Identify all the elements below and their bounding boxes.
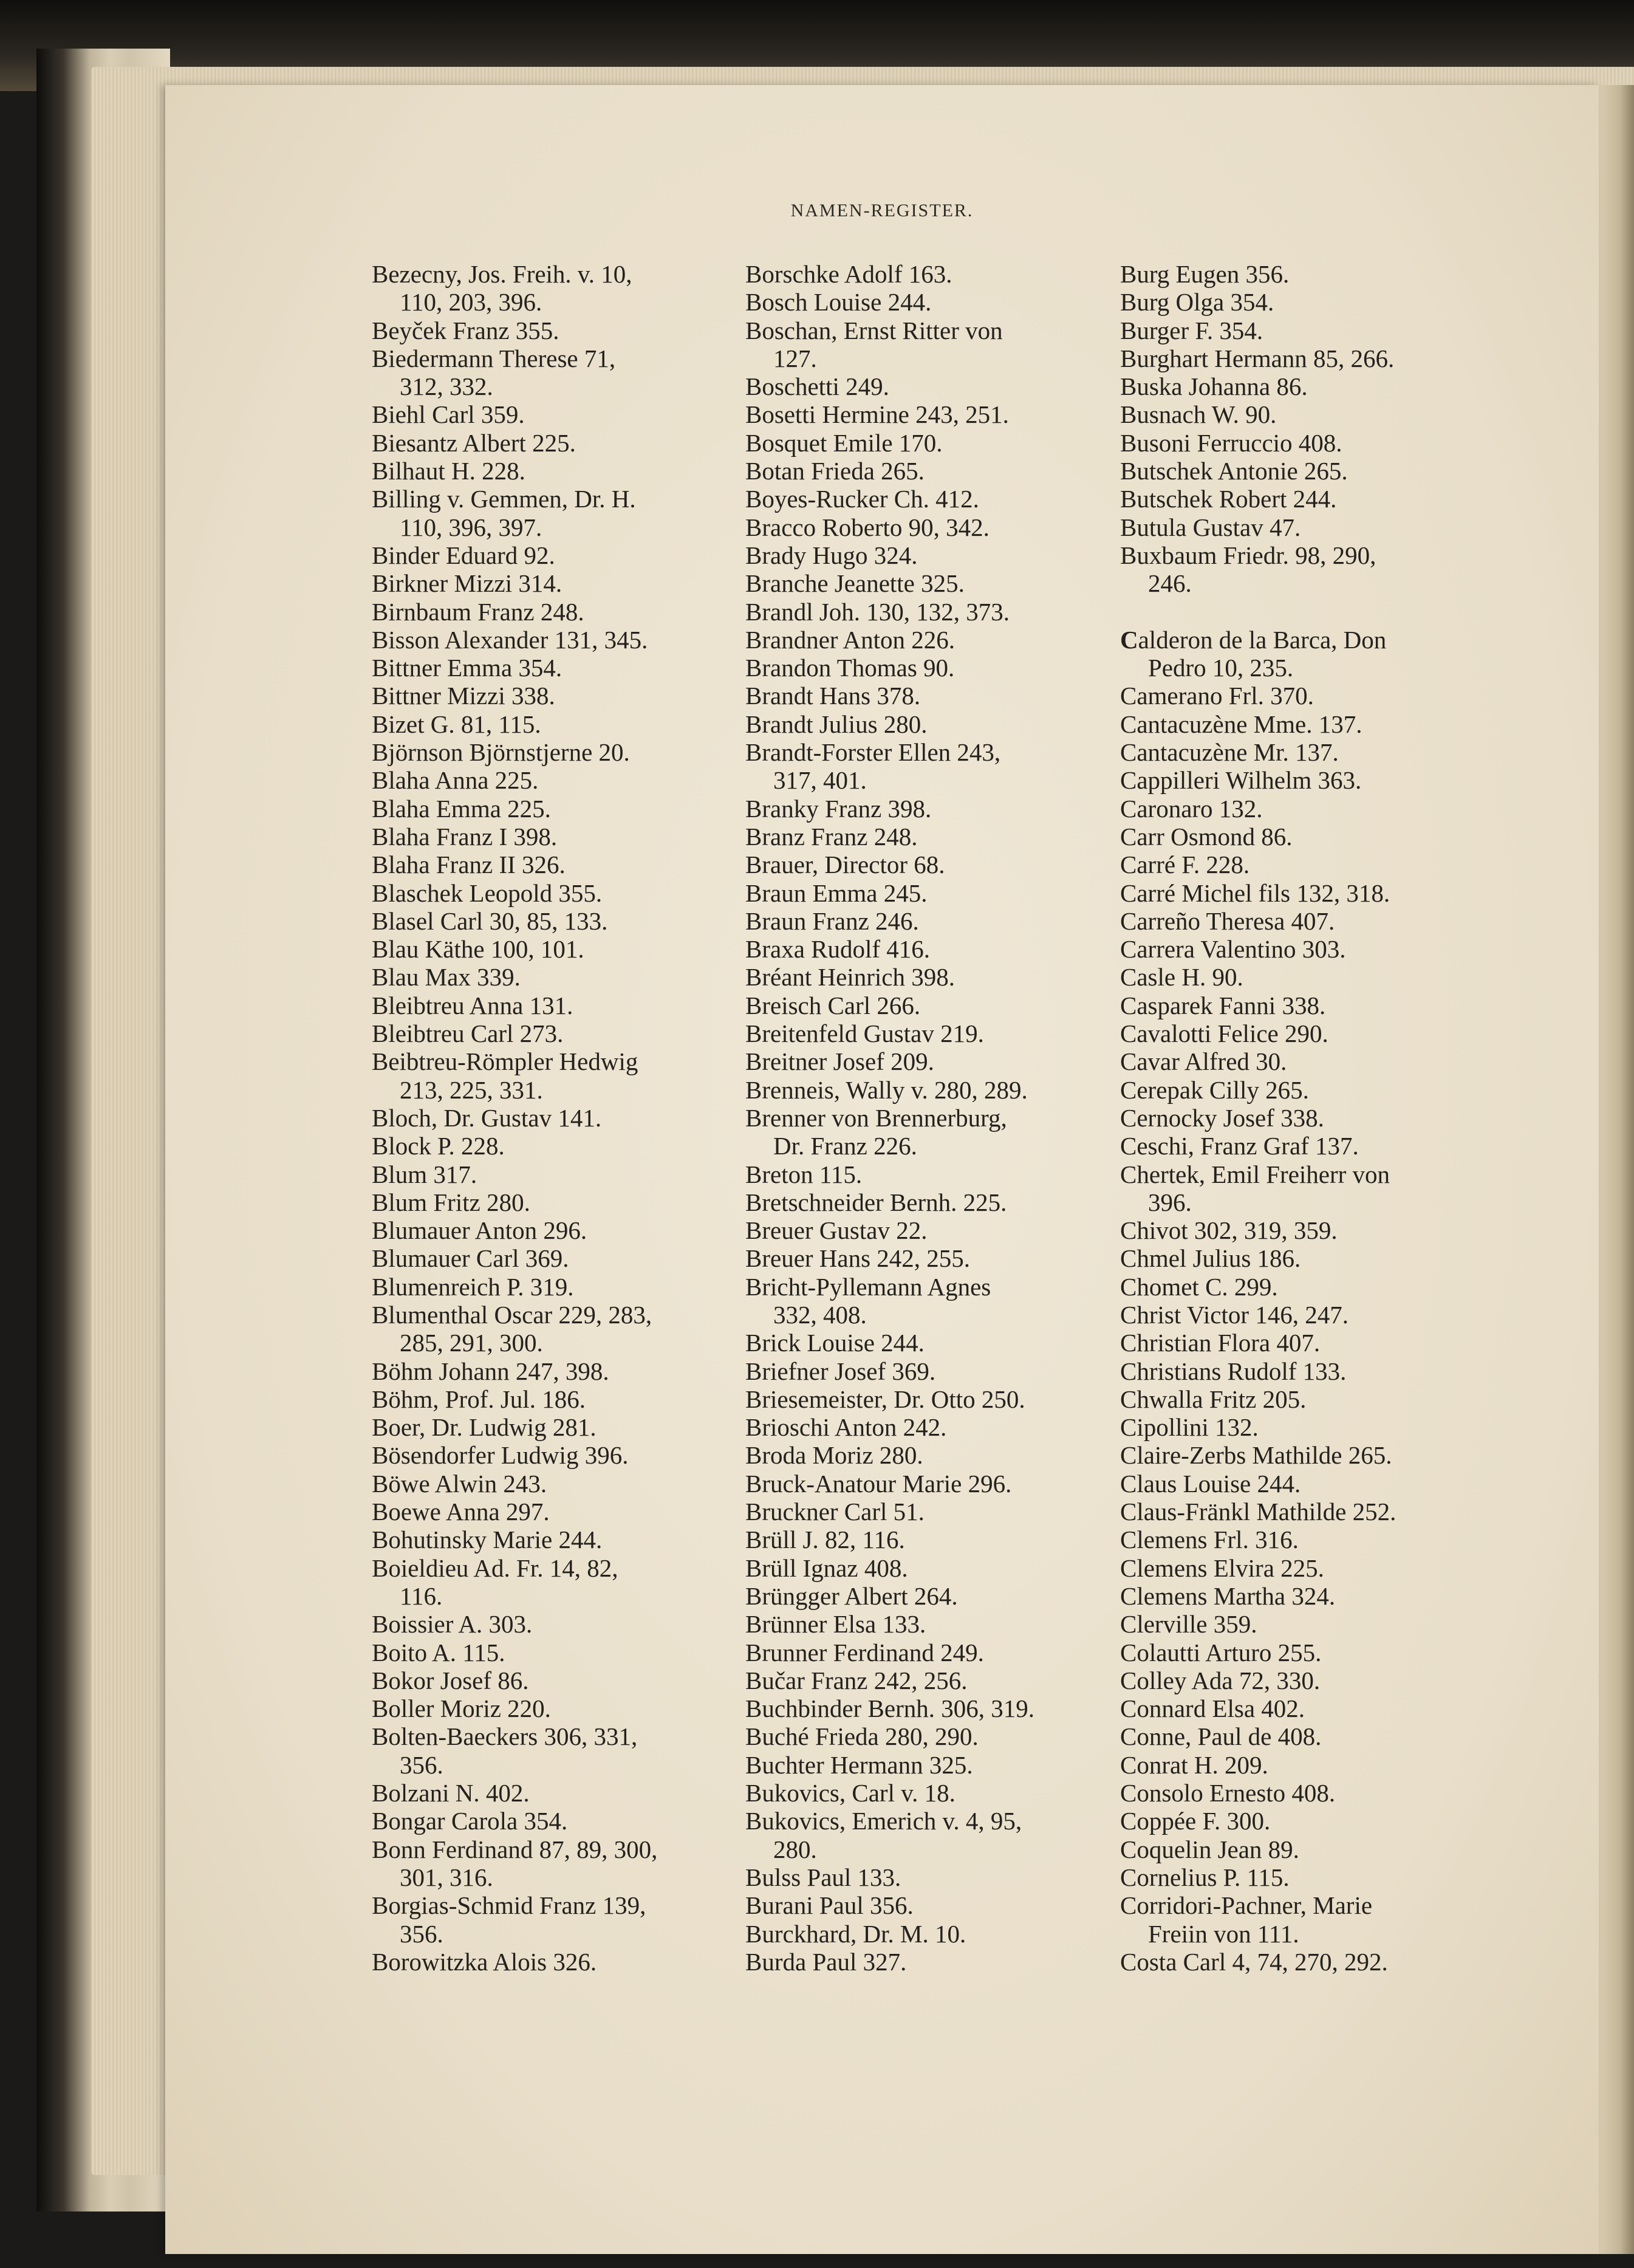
index-entry: Blum Fritz 280. (372, 1188, 530, 1216)
index-entry-continuation: 110, 203, 396. (400, 288, 542, 317)
index-entry: Colautti Arturo 255. (1120, 1638, 1322, 1667)
index-entry: Bisson Alexander 131, 345. (372, 625, 648, 654)
index-entry: Brenner von Brennerburg, (745, 1103, 1007, 1132)
index-entry: Bittner Emma 354. (372, 654, 562, 682)
index-column-1 (372, 260, 712, 1976)
index-entry: Bosch Louise 244. (745, 288, 932, 317)
index-entry: Brunner Ferdinand 249. (745, 1638, 984, 1667)
index-entry-continuation: 110, 396, 397. (400, 513, 542, 541)
index-entry: Buché Frieda 280, 290. (745, 1722, 979, 1751)
index-entry: Bosquet Emile 170. (745, 428, 943, 457)
index-entry: Chivot 302, 319, 359. (1120, 1216, 1338, 1245)
index-column-2 (745, 260, 1092, 1976)
index-entry: Bruckner Carl 51. (745, 1498, 925, 1526)
index-entry: Boyes-Rucker Ch. 412. (745, 485, 979, 513)
index-entry: Bricht-Pyllemann Agnes (745, 1272, 991, 1301)
index-entry-continuation: 285, 291, 300. (400, 1329, 543, 1357)
index-entry: Blumenreich P. 319. (372, 1272, 574, 1301)
index-entry: Butschek Antonie 265. (1120, 457, 1348, 485)
index-entry: Branky Franz 398. (745, 794, 932, 823)
index-entry: Buchbinder Bernh. 306, 319. (745, 1694, 1034, 1723)
index-entry: Clemens Elvira 225. (1120, 1554, 1324, 1582)
index-entry: Bizet G. 81, 115. (372, 710, 541, 738)
index-entry: Breuer Gustav 22. (745, 1216, 928, 1245)
index-entry: Burger F. 354. (1120, 316, 1263, 344)
index-entry: Birkner Mizzi 314. (372, 569, 562, 598)
index-entry: Breisch Carl 266. (745, 991, 921, 1019)
index-entry: Boer, Dr. Ludwig 281. (372, 1413, 597, 1442)
index-entry: Bosetti Hermine 243, 251. (745, 400, 1009, 429)
index-entry: Björnson Björnstjerne 20. (372, 738, 630, 767)
index-entry: Carreño Theresa 407. (1120, 906, 1335, 935)
page-gutter (1599, 85, 1634, 2254)
index-entry: Christians Rudolf 133. (1120, 1357, 1347, 1385)
index-entry: Blaha Franz II 326. (372, 851, 566, 879)
index-entry: Bittner Mizzi 338. (372, 682, 555, 710)
index-entry: Cipollini 132. (1120, 1413, 1259, 1442)
index-entry: Burckhard, Dr. M. 10. (745, 1919, 966, 1948)
index-entry-continuation: 213, 225, 331. (400, 1075, 543, 1104)
index-entry-continuation: Dr. Franz 226. (773, 1132, 917, 1160)
index-entry: Brandt Julius 280. (745, 710, 928, 738)
index-entry: Ceschi, Franz Graf 137. (1120, 1132, 1359, 1160)
index-entry: Briefner Josef 369. (745, 1357, 936, 1385)
index-entry: Carré Michel fils 132, 318. (1120, 879, 1390, 907)
index-entry: Burani Paul 356. (745, 1891, 914, 1920)
index-entry: Chwalla Fritz 205. (1120, 1385, 1307, 1413)
index-entry: Brüll J. 82, 116. (745, 1526, 905, 1554)
index-entry: Blaha Franz I 398. (372, 822, 558, 851)
index-entry-continuation: 332, 408. (773, 1300, 867, 1329)
index-entry: Corridori-Pachner, Marie (1120, 1891, 1373, 1920)
index-entry: Busnach W. 90. (1120, 400, 1277, 429)
index-entry: Boschetti 249. (745, 372, 889, 401)
index-entry-continuation: Freiin von 111. (1148, 1919, 1299, 1948)
index-entry: Blum 317. (372, 1160, 477, 1188)
index-entry: Breitenfeld Gustav 219. (745, 1019, 984, 1048)
index-entry: Brioschi Anton 242. (745, 1413, 947, 1442)
index-entry: Boieldieu Ad. Fr. 14, 82, (372, 1554, 618, 1582)
index-entry: Busoni Ferruccio 408. (1120, 428, 1342, 457)
index-entry: Biesantz Albert 225. (372, 428, 576, 457)
index-entry: Bretschneider Bernh. 225. (745, 1188, 1007, 1216)
index-entry (1120, 626, 1460, 654)
index-entry: Chmel Julius 186. (1120, 1244, 1301, 1273)
index-entry: Bonn Ferdinand 87, 89, 300, (372, 1835, 658, 1863)
index-entry: Carr Osmond 86. (1120, 822, 1293, 851)
index-entry: Brenneis, Wally v. 280, 289. (745, 1075, 1028, 1104)
index-entry: Borgias-Schmid Franz 139, (372, 1891, 646, 1920)
index-entry: Blaschek Leopold 355. (372, 879, 603, 907)
index-entry: Carré F. 228. (1120, 851, 1250, 879)
index-entry-continuation: 301, 316. (400, 1863, 493, 1891)
index-entry: Cernocky Josef 338. (1120, 1103, 1324, 1132)
index-entry: Claire-Zerbs Mathilde 265. (1120, 1441, 1392, 1470)
index-entry: Biehl Carl 359. (372, 400, 525, 429)
index-entry: Bruck-Anatour Marie 296. (745, 1469, 1012, 1498)
index-entry: Bracco Roberto 90, 342. (745, 513, 990, 541)
index-entry: Colley Ada 72, 330. (1120, 1666, 1321, 1694)
index-entry: Binder Eduard 92. (372, 541, 555, 569)
index-entry-continuation: Pedro 10, 235. (1148, 654, 1294, 682)
index-entry: Connard Elsa 402. (1120, 1694, 1305, 1723)
index-entry: Boito A. 115. (372, 1638, 505, 1667)
book-page (165, 85, 1599, 2254)
index-entry: Bösendorfer Ludwig 396. (372, 1441, 629, 1470)
index-entry-continuation: 317, 401. (773, 766, 867, 795)
index-entry-continuation: 246. (1148, 569, 1192, 598)
index-entry: Breuer Hans 242, 255. (745, 1244, 971, 1273)
index-entry: Cantacuzène Mr. 137. (1120, 738, 1339, 767)
index-entry-continuation: 116. (400, 1581, 443, 1610)
index-entry: Brauer, Director 68. (745, 851, 945, 879)
index-entry: Camerano Frl. 370. (1120, 682, 1314, 710)
index-entry: Cappilleri Wilhelm 363. (1120, 766, 1362, 795)
index-entry: Bongar Carola 354. (372, 1807, 568, 1835)
index-entry: Consolo Ernesto 408. (1120, 1779, 1336, 1807)
index-entry: Buska Johanna 86. (1120, 372, 1308, 401)
index-entry: Boller Moriz 220. (372, 1694, 551, 1723)
index-entry: Branche Jeanette 325. (745, 569, 965, 598)
section-initial: C (1120, 625, 1138, 654)
index-entry: Brandon Thomas 90. (745, 654, 955, 682)
index-entry: Clemens Martha 324. (1120, 1581, 1336, 1610)
index-entry: Bolten-Baeckers 306, 331, (372, 1722, 638, 1751)
index-entry: Burg Olga 354. (1120, 288, 1274, 317)
index-entry: Brandt Hans 378. (745, 682, 921, 710)
index-entry: Carrera Valentino 303. (1120, 935, 1346, 964)
index-entry: Breton 115. (745, 1160, 863, 1188)
index-entry: Borschke Adolf 163. (745, 260, 952, 288)
index-entry: Costa Carl 4, 74, 270, 292. (1120, 1947, 1388, 1976)
index-entry: Cavar Alfred 30. (1120, 1047, 1287, 1076)
index-entry: Biedermann Therese 71, (372, 344, 616, 372)
index-entry: Claus-Fränkl Mathilde 252. (1120, 1498, 1396, 1526)
index-entry: Böhm Johann 247, 398. (372, 1357, 609, 1385)
index-entry: Böhm, Prof. Jul. 186. (372, 1385, 586, 1413)
index-entry: Boschan, Ernst Ritter von (745, 316, 1003, 344)
index-entry: Caronaro 132. (1120, 794, 1263, 823)
index-entry: Coppée F. 300. (1120, 1807, 1271, 1835)
index-entry: Braun Franz 246. (745, 906, 919, 935)
index-entry: Bokor Josef 86. (372, 1666, 529, 1694)
index-entry: Branz Franz 248. (745, 822, 918, 851)
index-entry: Chomet C. 299. (1120, 1272, 1278, 1301)
index-entry: Bučar Franz 242, 256. (745, 1666, 968, 1694)
index-entry: Brandt-Forster Ellen 243, (745, 738, 1001, 767)
index-entry: Brady Hugo 324. (745, 541, 918, 569)
index-entry: Beyček Franz 355. (372, 316, 559, 344)
index-entry: Blumauer Anton 296. (372, 1216, 587, 1245)
index-entry: Butula Gustav 47. (1120, 513, 1301, 541)
index-entry: Blaha Emma 225. (372, 794, 551, 823)
index-entry: Clemens Frl. 316. (1120, 1526, 1299, 1554)
index-entry: Clerville 359. (1120, 1610, 1257, 1639)
index-entry: Brüngger Albert 264. (745, 1581, 958, 1610)
index-entry: Bloch, Dr. Gustav 141. (372, 1103, 602, 1132)
index-entry: Bohutinsky Marie 244. (372, 1526, 603, 1554)
index-entry: Blasel Carl 30, 85, 133. (372, 906, 608, 935)
index-entry: Böwe Alwin 243. (372, 1469, 547, 1498)
index-column-3 (1120, 260, 1460, 1976)
index-entry: Blau Max 339. (372, 963, 521, 992)
index-entry: Bukovics, Carl v. 18. (745, 1779, 955, 1807)
index-entry: Block P. 228. (372, 1132, 505, 1160)
index-entry: Cantacuzène Mme. 137. (1120, 710, 1362, 738)
index-entry: Cornelius P. 115. (1120, 1863, 1290, 1891)
index-entry: Bleibtreu Anna 131. (372, 991, 573, 1019)
index-entry: Butschek Robert 244. (1120, 485, 1337, 513)
index-entry: Cavalotti Felice 290. (1120, 1019, 1328, 1048)
index-entry: Blumauer Carl 369. (372, 1244, 569, 1273)
index-entry: Burg Eugen 356. (1120, 260, 1290, 288)
index-entry: Cerepak Cilly 265. (1120, 1075, 1309, 1104)
index-entry: Conrat H. 209. (1120, 1750, 1268, 1779)
index-entry: Conne, Paul de 408. (1120, 1722, 1322, 1751)
index-entry: Coquelin Jean 89. (1120, 1835, 1299, 1863)
index-entry-continuation: 356. (400, 1919, 443, 1948)
index-entry: Bilhaut H. 228. (372, 457, 525, 485)
index-entry: Birnbaum Franz 248. (372, 597, 584, 626)
index-entry: Breitner Josef 209. (745, 1047, 934, 1076)
index-entry: Billing v. Gemmen, Dr. H. (372, 485, 636, 513)
index-entry: Buchter Hermann 325. (745, 1750, 973, 1779)
index-entry: Bulss Paul 133. (745, 1863, 901, 1891)
index-entry: Brick Louise 244. (745, 1329, 925, 1357)
index-entry: Braxa Rudolf 416. (745, 935, 931, 964)
index-entry: Boissier A. 303. (372, 1610, 533, 1639)
index-entry: Casparek Fanni 338. (1120, 991, 1326, 1019)
index-entry: Buxbaum Friedr. 98, 290, (1120, 541, 1376, 569)
index-entry: Blau Käthe 100, 101. (372, 935, 584, 964)
index-entry: Claus Louise 244. (1120, 1469, 1301, 1498)
index-entry: Blaha Anna 225. (372, 766, 539, 795)
index-entry: Brünner Elsa 133. (745, 1610, 926, 1639)
index-entry: Bukovics, Emerich v. 4, 95, (745, 1807, 1022, 1835)
index-entry: Christian Flora 407. (1120, 1329, 1321, 1357)
index-entry: Brandl Joh. 130, 132, 373. (745, 597, 1010, 626)
index-entry: Burghart Hermann 85, 266. (1120, 344, 1395, 372)
index-entry: Borowitzka Alois 326. (372, 1947, 597, 1976)
index-entry: Brüll Ignaz 408. (745, 1554, 908, 1582)
index-entry: Botan Frieda 265. (745, 457, 925, 485)
index-entry: Casle H. 90. (1120, 963, 1243, 992)
index-entry: Briesemeister, Dr. Otto 250. (745, 1385, 1025, 1413)
index-entry: Bezecny, Jos. Freih. v. 10, (372, 260, 632, 288)
index-entry: Blumenthal Oscar 229, 283, (372, 1300, 652, 1329)
section-gap (1120, 598, 1460, 626)
index-entry-continuation: 312, 332. (400, 372, 493, 401)
index-entry: Christ Victor 146, 247. (1120, 1300, 1349, 1329)
index-entry-continuation: 356. (400, 1750, 443, 1779)
page-title: NAMEN-REGISTER. (790, 200, 974, 221)
index-entry-continuation: 280. (773, 1835, 817, 1863)
index-entry: Bleibtreu Carl 273. (372, 1019, 564, 1048)
index-entry: Bréant Heinrich 398. (745, 963, 955, 992)
index-entry: Broda Moriz 280. (745, 1441, 923, 1470)
entry-text: alderon de la Barca, Don (1138, 625, 1387, 654)
index-entry: Bolzani N. 402. (372, 1779, 530, 1807)
index-entry-continuation: 127. (773, 344, 817, 372)
index-entry: Brandner Anton 226. (745, 625, 955, 654)
index-entry: Boewe Anna 297. (372, 1498, 550, 1526)
index-entry: Beibtreu-Römpler Hedwig (372, 1047, 638, 1076)
index-entry: Chertek, Emil Freiherr von (1120, 1160, 1390, 1188)
index-entry: Braun Emma 245. (745, 879, 928, 907)
index-entry-continuation: 396. (1148, 1188, 1192, 1216)
index-entry: Burda Paul 327. (745, 1947, 907, 1976)
